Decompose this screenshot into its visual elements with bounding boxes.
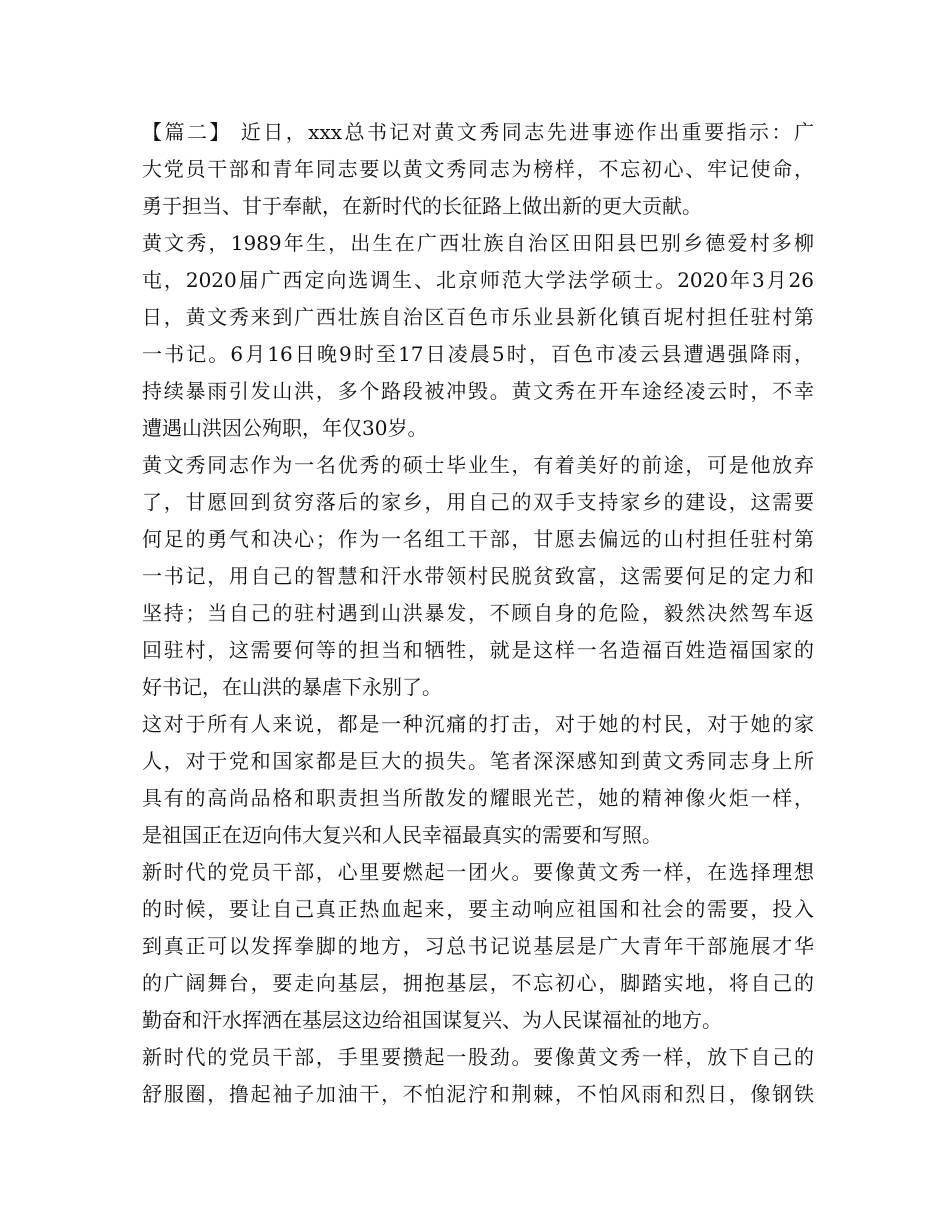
- text-line: 黄文秀，1989年生，出生在广西壮族自治区田阳县巴别乡德爱村多柳: [142, 231, 814, 255]
- text-line: 舒服圈，撸起袖子加油干，不怕泥泞和荆棘，不怕风雨和烈日，像钢铁: [142, 1082, 814, 1106]
- text-line: 这对于所有人来说，都是一种沉痛的打击，对于她的村民，对于她的家: [142, 712, 814, 736]
- text-line: 持续暴雨引发山洪，多个路段被冲毁。黄文秀在开车途经凌云时，不幸: [142, 379, 814, 403]
- text-line: 了，甘愿回到贫穷落后的家乡，用自己的双手支持家乡的建设，这需要: [142, 490, 814, 514]
- text-line: 回驻村，这需要何等的担当和牺牲，就是这样一名造福百姓造福国家的: [142, 638, 814, 662]
- paragraph-5: [142, 854, 814, 1039]
- text-line: 的时候，要让自己真正热血起来，要主动响应祖国和社会的需要，投入: [142, 897, 814, 921]
- text-line: 【篇二】 近日，xxx总书记对黄文秀同志先进事迹作出重要指示：广: [142, 120, 814, 144]
- text-line: 黄文秀同志作为一名优秀的硕士毕业生，有着美好的前途，可是他放弃: [142, 453, 814, 477]
- paragraph-1: [142, 114, 814, 225]
- text-line: 屯，2020届广西定向选调生、北京师范大学法学硕士。2020年3月26: [142, 268, 814, 292]
- text-line: 具有的高尚品格和职责担当所散发的耀眼光芒，她的精神像火炬一样，: [142, 786, 814, 810]
- paragraph-3: [142, 447, 814, 706]
- text-line: 新时代的党员干部，心里要燃起一团火。要像黄文秀一样，在选择理想: [142, 860, 814, 884]
- text-line: 一书记，用自己的智慧和汗水带领村民脱贫致富，这需要何足的定力和: [142, 564, 814, 588]
- text-line: 勇于担当、甘于奉献，在新时代的长征路上做出新的更大贡献。: [142, 194, 702, 218]
- text-line: 何足的勇气和决心；作为一名组工干部，甘愿去偏远的山村担任驻村第: [142, 527, 814, 551]
- document-body: [142, 114, 814, 1113]
- text-line: 遭遇山洪因公殉职，年仅30岁。: [142, 416, 428, 440]
- paragraph-6: [142, 1039, 814, 1113]
- text-line: 是祖国正在迈向伟大复兴和人民幸福最真实的需要和写照。: [142, 823, 662, 847]
- text-line: 大党员干部和青年同志要以黄文秀同志为榜样，不忘初心、牢记使命，: [142, 157, 814, 181]
- text-line: 日，黄文秀来到广西壮族自治区百色市乐业县新化镇百坭村担任驻村第: [142, 305, 814, 329]
- paragraph-4: [142, 706, 814, 854]
- text-line: 好书记，在山洪的暴虐下永别了。: [142, 675, 442, 699]
- text-line: 新时代的党员干部，手里要攒起一股劲。要像黄文秀一样，放下自己的: [142, 1045, 814, 1069]
- text-line: 的广阔舞台，要走向基层，拥抱基层，不忘初心，脚踏实地，将自己的: [142, 971, 814, 995]
- text-line: 人，对于党和国家都是巨大的损失。笔者深深感知到黄文秀同志身上所: [142, 749, 814, 773]
- text-line: 一书记。6月16日晚9时至17日凌晨5时，百色市凌云县遭遇强降雨，: [142, 342, 814, 366]
- text-line: 勤奋和汗水挥洒在基层这边给祖国谋复兴、为人民谋福祉的地方。: [142, 1008, 722, 1032]
- paragraph-2: [142, 225, 814, 447]
- text-line: 坚持；当自己的驻村遇到山洪暴发，不顾自身的危险，毅然决然驾车返: [142, 601, 814, 625]
- text-line: 到真正可以发挥拳脚的地方，习总书记说基层是广大青年干部施展才华: [142, 934, 814, 958]
